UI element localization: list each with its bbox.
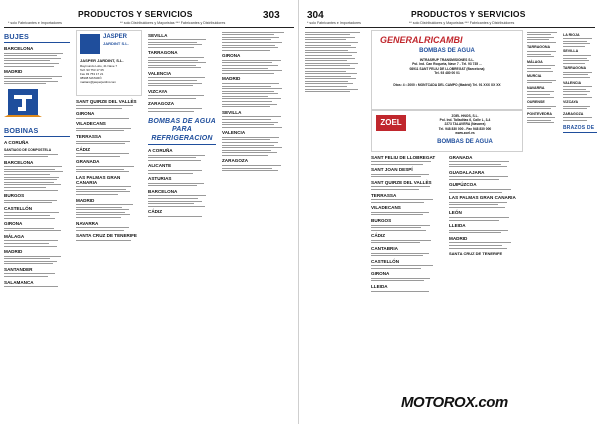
left-col-3 [148,30,216,218]
right-col-c [449,152,521,256]
generali-address: INTRASRUP TRANSMISIONES S.L. Pol. Ind. Can Roqueta, Nave 7 - Tel. 93 735 ... 08911 SANT FELIU DE LLOBREGAT (Barcelona) Tel. 93 480 00 01 [409,58,485,75]
city: GRANADA [449,154,473,160]
jasper-ad-logo-icon [80,34,100,54]
generali-footer: Dtos: 4 • 2000 • MONTCADA DEL CAMPO (Madrid) Tel. 91 XXX XX XX [393,83,501,87]
left-col-2 [76,30,142,242]
city: GIRONA [222,53,241,59]
right-page [301,0,599,424]
city: SANTIAGO DE COMPOSTELA [4,147,52,152]
city: MADRID [76,197,95,203]
city: SANTA CRUZ DE TENERIFE [76,233,137,239]
city: SANTANDER [4,266,33,272]
left-page-title: PRODUCTOS Y SERVICIOS [78,9,193,19]
city: GIRONA [4,221,23,227]
right-page-title: PRODUCTOS Y SERVICIOS [411,9,526,19]
jasper-ad-sub: JARDINT S.L. [103,41,129,46]
right-col-a [305,30,367,94]
city: ZARAGOZA [222,158,249,164]
city: LAS PALMAS GRAN CANARIA [449,195,516,201]
city: TARRAGONA [148,50,178,56]
city: SEVILLA [563,49,579,54]
city: A CORUÑA [4,140,29,146]
right-page-number: 304 [307,10,324,21]
city: MÁLAGA [527,59,543,64]
city: CÁDIZ [76,146,91,152]
jasper-logo-icon [4,87,44,119]
city: BURGOS [4,193,25,199]
city: SANT JOAN DESPÍ [371,167,413,173]
city: SANT FELIU DE LLOBREGAT [371,154,436,160]
city: MADRID [449,235,468,241]
jasper-ad-brand: JASPER [103,34,128,40]
city: LA RIOJA [563,32,580,37]
city: GUADALAJARA [449,169,485,175]
city: CASTELLÓN [4,205,33,211]
category-bobinas: BOBINAS [4,126,70,137]
city: LAS PALMAS GRAN CANARIA [76,174,121,185]
left-page-header [0,7,298,27]
left-col-1 [4,30,70,289]
zoel-heading: BOMBAS DE AGUA [437,139,493,145]
city: SANTA CRUZ DE TENERIFE [449,251,503,257]
city: TARRAGONA [563,66,587,71]
city: TERRASSA [371,192,397,198]
jasper-ad-lines: Raymundo Lulio, 41 Nave 7 Telf. 93 753 17 05 Fax 93 753 17 21 08908 MATARÓ mattaro@jasperjardint.com [80,64,118,84]
city: BARCELONA [4,46,34,51]
city: MURCIA [527,74,542,79]
right-col-b [371,152,443,293]
generali-brand: GENERALRICAMBI [380,35,463,45]
city: MADRID [222,76,241,82]
city: SALAMANCA [4,279,34,285]
right-sub-note: * solo Fabricantes e Importadores [307,21,361,25]
right-col-d [527,30,561,125]
city: SEVILLA [222,109,242,115]
category-bujes: BUJES [4,32,70,43]
city: CÁDIZ [371,233,386,239]
category-bombas-agua-refrigeracion: BOMBAS DE AGUA PARA REFRIGERACION [148,118,216,146]
city: TERRASSA [76,133,102,139]
jasper-ad-name: JASPER JARDINT, S.L. [80,58,124,63]
city: LLEIDA [449,223,466,229]
city: VALENCIA [148,70,172,76]
city: MÁLAGA [4,233,25,239]
city: A CORUÑA [148,148,173,154]
city: BARCELONA [148,188,178,194]
right-col-e [563,30,597,136]
city: GUIPÚZCOA [449,182,477,188]
zoel-address: ZOEL HNOS, S.L. Pol. Ind. Talladitas 6, Calle L, 3-4 2273 TALAVERA (Navarra) Tel. 948 830 000 - Fax 948 830 000 www.zoel.es [438,114,492,135]
left-page [0,0,299,424]
right-sub-note-2: ** solo Distribuidores y Mayoristas *** Fabricantes y Distribuidores [409,21,515,25]
category-brazos: BRAZOS DE [563,125,597,133]
city: CANTABRIA [371,245,398,251]
city: ALICANTE [148,163,172,169]
left-sub-note-2: ** solo Distribuidores y Mayoristas *** Fabricantes y Distribuidores [120,21,226,25]
city: GRANADA [76,159,100,165]
city: SANT QUIRZE DEL VALLÈS [76,98,137,104]
city: VALENCIA [222,130,246,136]
city: ZARAGOZA [148,101,175,107]
city: VILADECANS [371,205,401,211]
jasper-logo-block [4,87,70,123]
city: GIRONA [76,111,95,117]
motorox-brand: MOTOROX.com [401,394,508,411]
motorox-banner [401,394,531,416]
city: VIZCAYA [148,88,168,94]
zoel-ad [371,110,523,152]
city: NAVARRA [76,220,99,226]
city: LLEIDA [371,283,388,289]
city: SANT QUIRZE DEL VALLÈS [371,179,432,185]
jasper-ad [76,30,142,96]
right-page-header [301,7,599,27]
city: ASTURIAS [148,176,172,182]
left-col-4 [222,30,292,173]
city: BARCELONA [4,159,34,165]
city: CÁDIZ [148,209,163,215]
city: PONTEVEDRA [527,111,552,116]
city: MADRID [4,69,23,75]
city: NAVARRA [527,85,545,90]
city: SEVILLA [148,32,168,38]
generali-ricambi-ad [371,30,523,110]
city: OURENSE [527,100,545,104]
city: VILADECANS [76,121,106,127]
zoel-logo: ZOEL [376,115,406,131]
city: TARRAGONA [527,45,551,50]
city: VALENCIA [563,80,582,85]
city: BURGOS [371,217,392,223]
left-sub-note: * solo Fabricantes e Importadores [8,21,62,25]
city: MADRID [4,249,23,254]
city: CASTELLÓN [371,258,400,264]
generali-heading: BOMBAS DE AGUA [419,48,475,54]
left-page-number: 303 [263,10,280,21]
city: ZARAGOZA [563,111,584,116]
city: LEÓN [449,210,462,216]
city: VIZCAYA [563,100,579,104]
city: GIRONA [371,271,390,277]
